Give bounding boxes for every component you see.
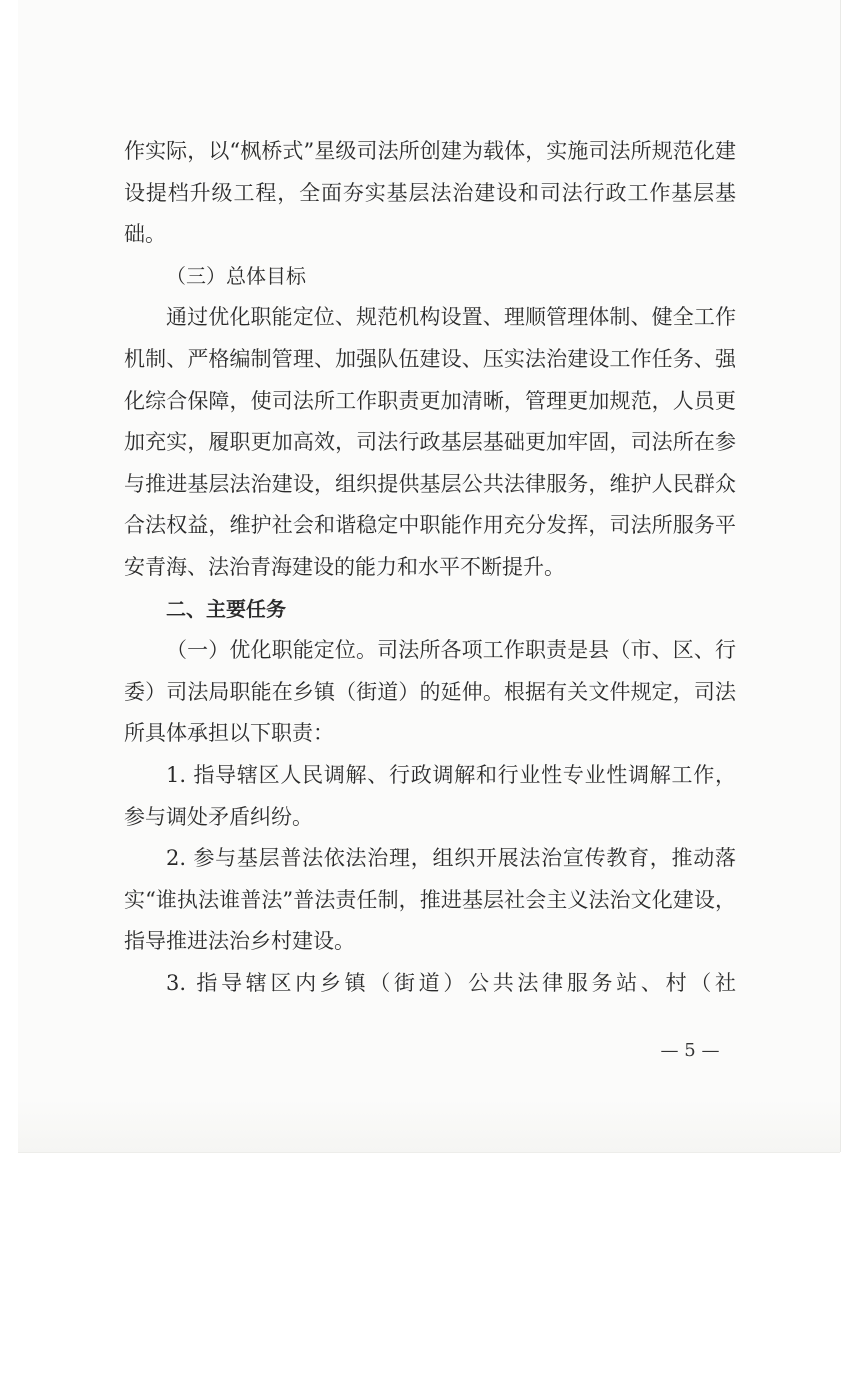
heading-main-tasks: 二、主要任务 — [166, 596, 286, 621]
paragraph-item-2: 2. 参与基层普法依法治理，组织开展法治宣传教育，推动落实“谁执法谁普法”普法责任制，推进基层社会主义法治文化建设，指导推进法治乡村建设。 — [124, 846, 736, 954]
document-body — [124, 131, 736, 1004]
paragraph-overall-goal: 通过优化职能定位、规范机构设置、理顺管理体制、健全工作机制、严格编制管理、加强队伍建设、压实法治建设工作任务、强化综合保障，使司法所工作职责更加清晰，管理更加规范，人员更加充实，履职更加高效，司法行政基层基础更加牢固，司法所在参与推进基层法治建设，组织提供基层公共法律服务，维护人民群众合法权益，维护社会和谐稳定中职能作用充分发挥，司法所服务平安青海、法治青海建设的能力和水平不断提升。 — [124, 305, 736, 579]
paragraph-item-3: 3. 指导辖区内乡镇（街道）公共法律服务站、村（社 — [166, 970, 736, 995]
paragraph-item-1: 1. 指导辖区人民调解、行政调解和行业性专业性调解工作，参与调处矛盾纠纷。 — [124, 762, 736, 829]
subheading-overall-goal: （三）总体目标 — [166, 263, 306, 288]
paragraph-optimize-functions: （一）优化职能定位。司法所各项工作职责是县（市、区、行委）司法局职能在乡镇（街道）的延伸。根据有关文件规定，司法所具体承担以下职责： — [124, 638, 736, 746]
page-bottom-shading — [18, 1100, 840, 1152]
page-number: — 5 — — [660, 1040, 720, 1061]
paragraph-continuation: 作实际，以“枫桥式”星级司法所创建为载体，实施司法所规范化建设提档升级工程，全面夯实基层法治建设和司法行政工作基层基础。 — [124, 139, 736, 247]
